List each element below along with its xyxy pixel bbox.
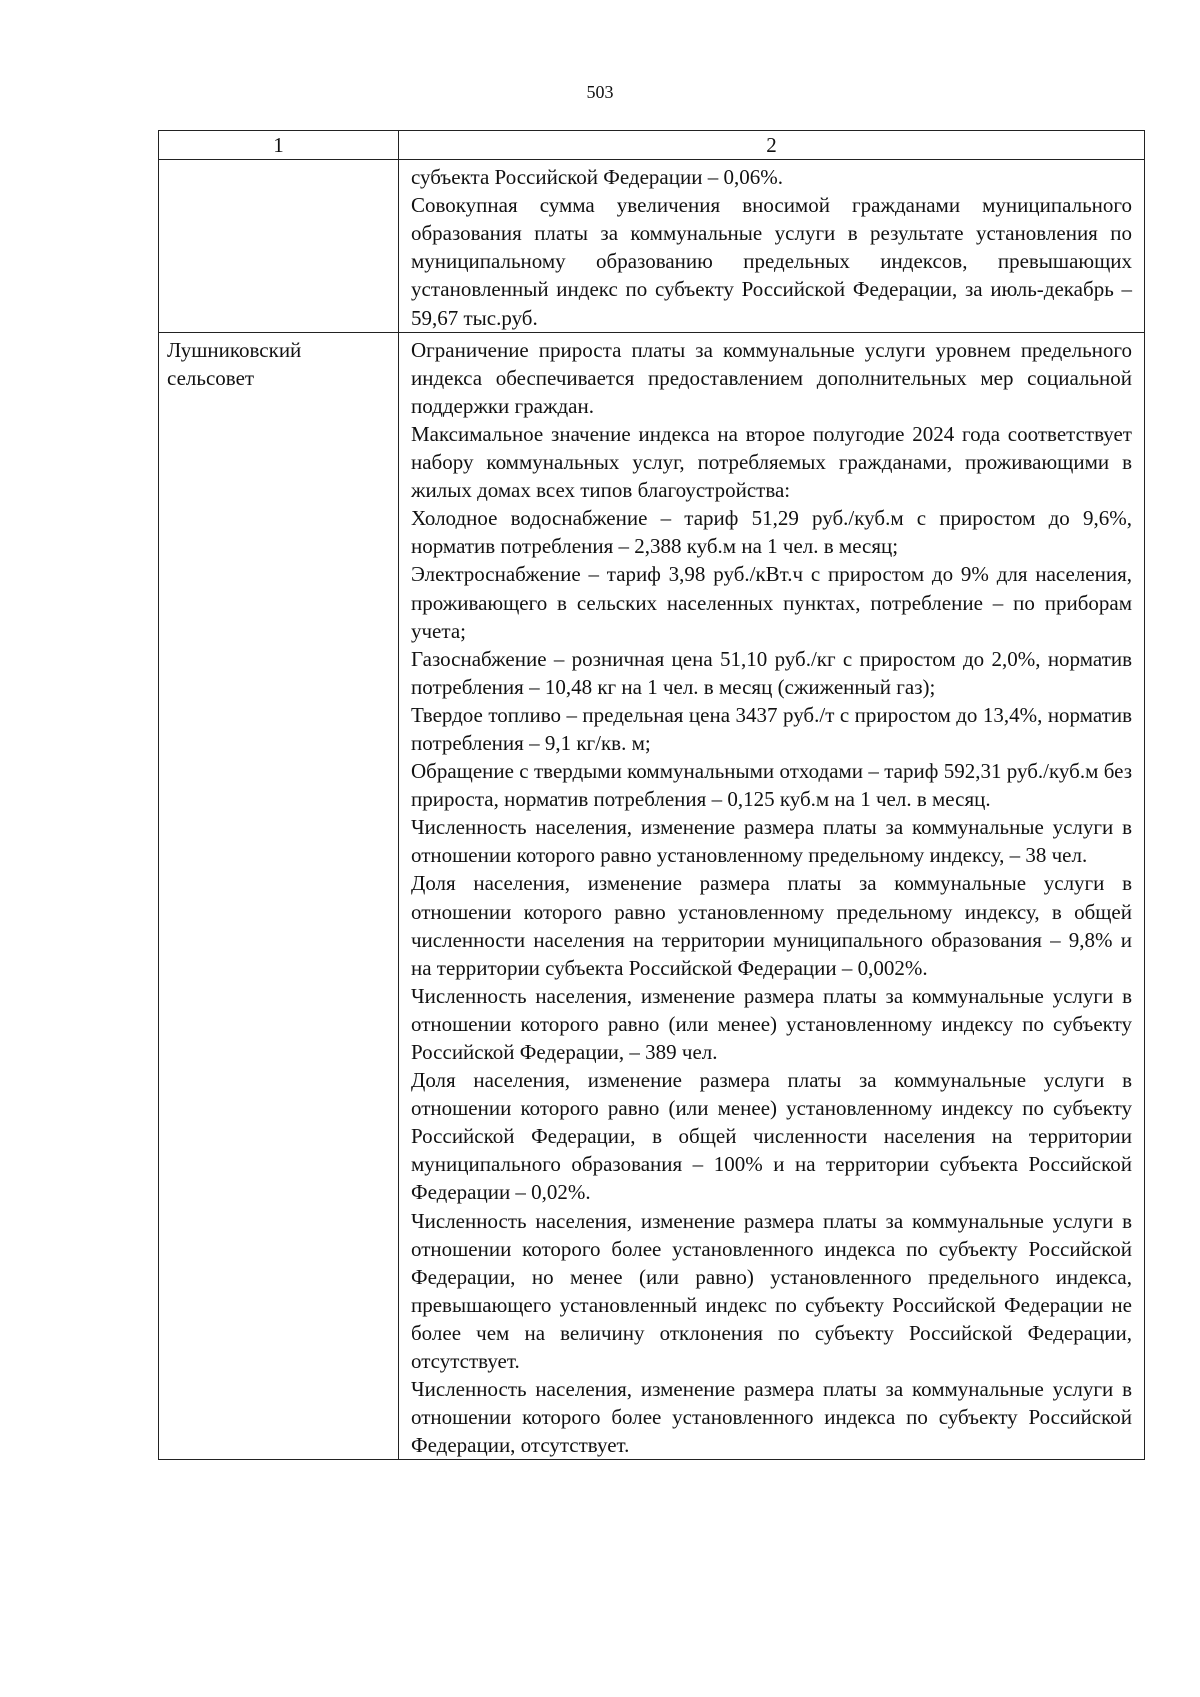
paragraph: Численность населения, изменение размера платы за коммунальные услуги в отношении которого более установленного индекса по субъекту Российской Федерации, но менее (или равно) установленного предельного индекса, превышающего установленный индекс по субъекту Российской Федерации не более чем на величину отклонения по субъекту Российской Федерации, отсутствует.	[411, 1208, 1132, 1374]
page-number: 503	[586, 82, 614, 102]
table-header-row	[159, 131, 1145, 160]
paragraph: субъекта Российской Федерации – 0,06%.	[411, 165, 783, 190]
paragraph: Обращение с твердыми коммунальными отходами – тариф 592,31 руб./куб.м без прироста, норматив потребления – 0,125 куб.м на 1 чел. в месяц.	[411, 759, 1132, 812]
paragraph: Численность населения, изменение размера платы за коммунальные услуги в отношении которого более установленного индекса по субъекту Российской Федерации, отсутствует.	[411, 1377, 1132, 1458]
column-header-2: 2	[399, 131, 1145, 160]
paragraph: Холодное водоснабжение – тариф 51,29 руб./куб.м с приростом до 9,6%, норматив потребления – 2,388 куб.м на 1 чел. в месяц;	[411, 506, 1132, 559]
paragraph: Электроснабжение – тариф 3,98 руб./кВт.ч с приростом до 9% для населения, проживающего в сельских населенных пунктах, потребление – по приборам учета;	[411, 562, 1132, 643]
paragraph: Доля населения, изменение размера платы за коммунальные услуги в отношении которого равно (или менее) установленному индексу по субъекту Российской Федерации, в общей численности населения на территории муниципального образования – 100% и на территории субъекта Российской Федерации – 0,02%.	[411, 1068, 1132, 1205]
description-cell	[399, 332, 1145, 1460]
table-row	[159, 160, 1145, 333]
municipality-name-cell: Лушниковский сельсовет	[159, 332, 399, 1460]
municipality-name-cell	[159, 160, 399, 333]
paragraph: Численность населения, изменение размера платы за коммунальные услуги в отношении которого равно установленному предельному индексу, – 38 чел.	[411, 815, 1132, 868]
paragraph: Ограничение прироста платы за коммунальные услуги уровнем предельного индекса обеспечивается предоставлением дополнительных мер социальной поддержки граждан.	[411, 337, 1132, 418]
column-header-1: 1	[159, 131, 399, 160]
paragraph: Доля населения, изменение размера платы за коммунальные услуги в отношении которого равно установленному предельному индексу, в общей численности населения на территории муниципального образования – 9,8% и на территории субъекта Российской Федерации – 0,002%.	[411, 871, 1132, 980]
paragraph: Газоснабжение – розничная цена 51,10 руб./кг с приростом до 2,0%, норматив потребления – 10,48 кг на 1 чел. в месяц (сжиженный газ);	[411, 646, 1132, 699]
description-cell	[399, 160, 1145, 333]
table-row	[159, 332, 1145, 1460]
paragraph: Численность населения, изменение размера платы за коммунальные услуги в отношении которого равно (или менее) установленному индексу по субъекту Российской Федерации, – 389 чел.	[411, 983, 1132, 1064]
paragraph: Максимальное значение индекса на второе полугодие 2024 года соответствует набору коммунальных услуг, потребляемых гражданами, проживающими в жилых домах всех типов благоустройства:	[411, 421, 1132, 503]
paragraph: Совокупная сумма увеличения вносимой гражданами муниципального образования платы за коммунальные услуги в результате установления по муниципальному образованию предельных индексов, превышающих установленный индекс по субъекту Российской Федерации, за июль-декабрь – 59,67 тыс.руб.	[411, 193, 1132, 330]
paragraph: Твердое топливо – предельная цена 3437 руб./т с приростом до 13,4%, норматив потребления – 9,1 кг/кв. м;	[411, 702, 1132, 755]
document-table	[158, 130, 1145, 1460]
